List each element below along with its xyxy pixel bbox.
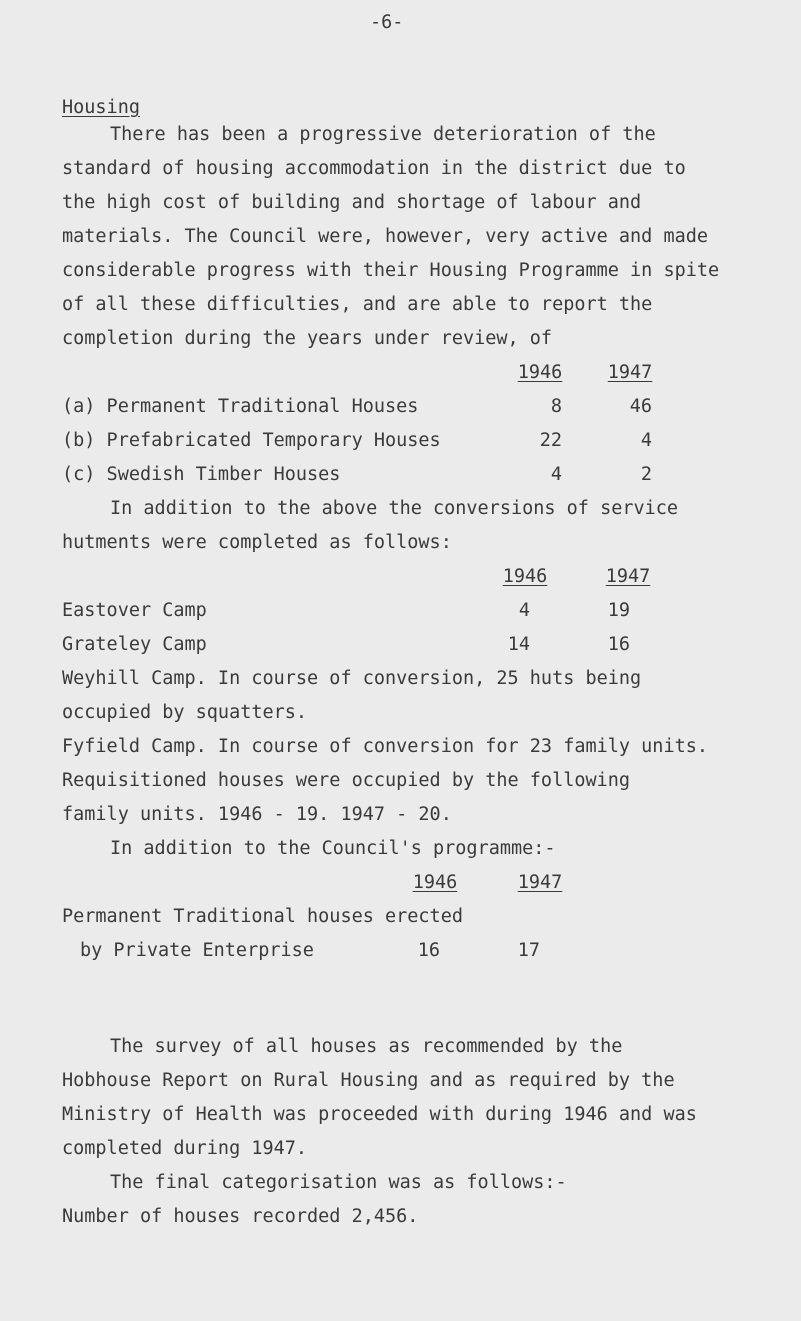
row-label: (c) Swedish Timber Houses xyxy=(62,464,341,485)
intro-line: completion during the years under review, of xyxy=(62,328,553,349)
value-1946: 22 xyxy=(539,430,562,451)
value-1946: 4 xyxy=(518,600,530,621)
value-1946: 8 xyxy=(550,396,562,417)
value-1947: 19 xyxy=(607,600,630,621)
value-1946: 14 xyxy=(507,634,530,655)
conversions-line: In addition to the above the conversions of service xyxy=(110,498,679,519)
table1-header-1946: 1946 xyxy=(517,362,563,383)
value-1947: 46 xyxy=(629,396,652,417)
fyfield-line: Fyfield Camp. In course of conversion for 23 family units. xyxy=(62,736,709,757)
requisitioned-line: Requisitioned houses were occupied by the following xyxy=(62,770,631,791)
table2-header-1946: 1946 xyxy=(502,566,548,587)
final-line: The final categorisation was as follows:- xyxy=(110,1172,567,1193)
value-1947: 2 xyxy=(640,464,652,485)
value-1947: 17 xyxy=(517,940,540,961)
row-label: (b) Prefabricated Temporary Houses xyxy=(62,430,441,451)
row-label: by Private Enterprise xyxy=(80,940,314,961)
survey-line: Ministry of Health was proceeded with during 1946 and was xyxy=(62,1104,697,1125)
survey-line: Hobhouse Report on Rural Housing and as required by the xyxy=(62,1070,675,1091)
intro-line: materials. The Council were, however, very active and made xyxy=(62,226,709,247)
intro-line: standard of housing accommodation in the district due to xyxy=(62,158,686,179)
row-label: Grateley Camp xyxy=(62,634,207,655)
value-1947: 16 xyxy=(607,634,630,655)
intro-line: There has been a progressive deterioration of the xyxy=(110,124,656,145)
weyhill-line: occupied by squatters. xyxy=(62,702,308,723)
conversions-line: hutments were completed as follows: xyxy=(62,532,452,553)
survey-line: The survey of all houses as recommended by the xyxy=(110,1036,623,1057)
table2-header-1947: 1947 xyxy=(605,566,651,587)
table1-header-1947: 1947 xyxy=(607,362,653,383)
table3-header-1947: 1947 xyxy=(517,872,563,893)
requisitioned-line: family units. 1946 - 19. 1947 - 20. xyxy=(62,804,452,825)
value-1946: 4 xyxy=(550,464,562,485)
table3-header-1946: 1946 xyxy=(412,872,458,893)
intro-line: the high cost of building and shortage of labour and xyxy=(62,192,642,213)
intro-line: of all these difficulties, and are able to report the xyxy=(62,294,653,315)
intro-line: considerable progress with their Housing Programme in spite xyxy=(62,260,720,281)
row-label: Permanent Traditional houses erected xyxy=(62,906,463,927)
value-1947: 4 xyxy=(640,430,652,451)
final-line: Number of houses recorded 2,456. xyxy=(62,1206,419,1227)
weyhill-line: Weyhill Camp. In course of conversion, 25 huts being xyxy=(62,668,642,689)
page-number: -6- xyxy=(370,12,404,33)
section-heading: Housing xyxy=(62,97,140,118)
survey-line: completed during 1947. xyxy=(62,1138,308,1159)
value-1946: 16 xyxy=(417,940,440,961)
row-label: (a) Permanent Traditional Houses xyxy=(62,396,419,417)
row-label: Eastover Camp xyxy=(62,600,207,621)
programme-intro: In addition to the Council's programme:- xyxy=(110,838,556,859)
